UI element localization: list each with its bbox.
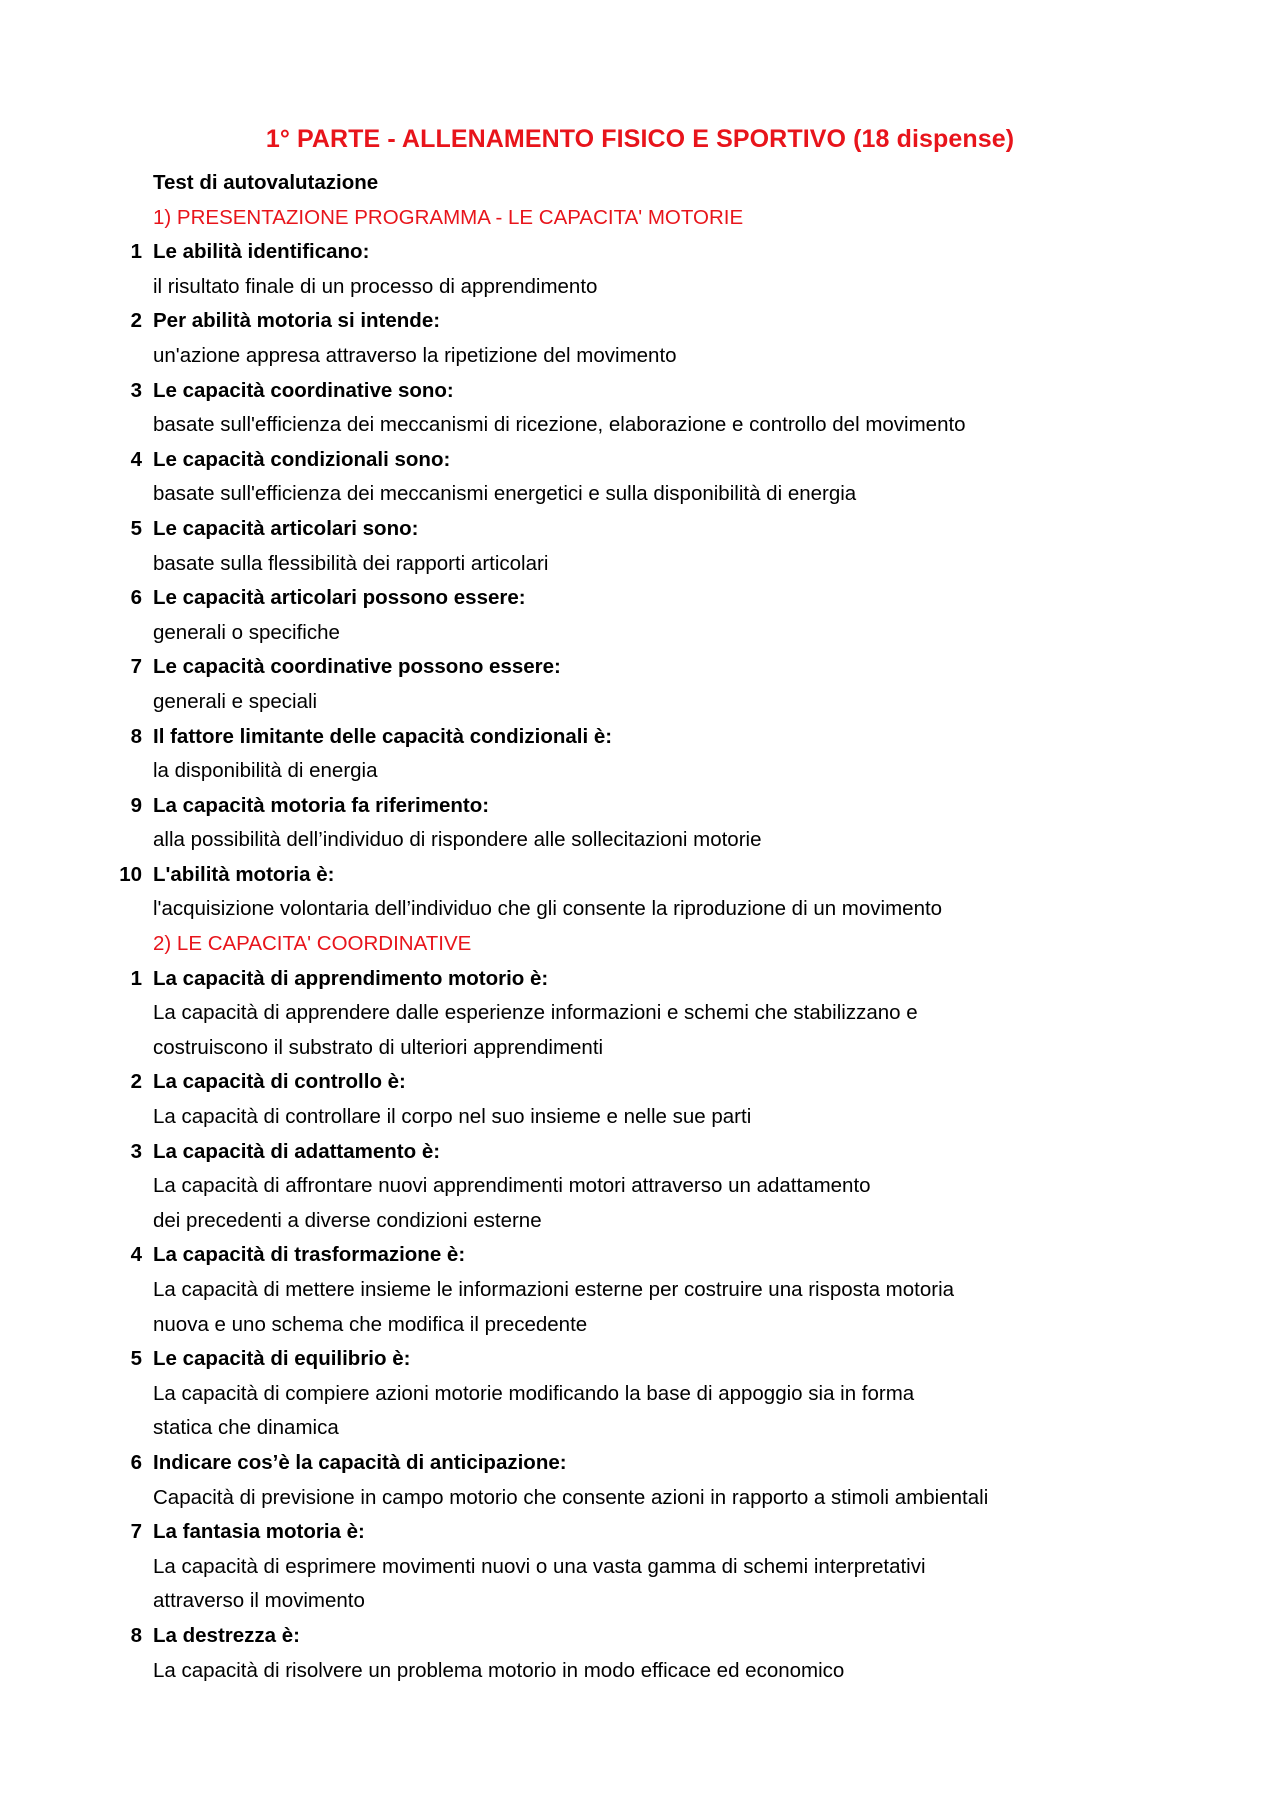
answer-text: basate sulla flessibilità dei rapporti articolari (153, 551, 549, 575)
question-number (0, 996, 153, 1031)
question-row (0, 581, 1280, 616)
answer-text: Capacità di previsione in campo motorio che consente azioni in rapporto a stimoli ambientali (153, 1485, 989, 1509)
section-heading-row (0, 927, 1280, 962)
question-number (0, 201, 153, 236)
question-number: 9 (130, 793, 142, 817)
question-number: 2 (130, 309, 142, 333)
question-number (0, 823, 153, 858)
question-number: 3 (130, 1139, 142, 1163)
question-number: 1 (130, 966, 142, 990)
question-text: La capacità di trasformazione è: (153, 1243, 466, 1267)
answer-row (0, 477, 1280, 512)
answer-text: nuova e uno schema che modifica il precedente (153, 1312, 588, 1336)
question-text: Le capacità articolari sono: (153, 516, 419, 540)
question-row (0, 1446, 1280, 1481)
answer-text: generali o specifiche (153, 620, 340, 644)
question-row (0, 304, 1280, 339)
answer-row (0, 685, 1280, 720)
question-text: Le capacità di equilibrio è: (153, 1347, 411, 1371)
question-text: La capacità di apprendimento motorio è: (153, 966, 549, 990)
answer-row (0, 1411, 1280, 1446)
question-number (0, 1308, 153, 1343)
answer-text: statica che dinamica (153, 1416, 339, 1440)
question-text: La capacità motoria fa riferimento: (153, 793, 490, 817)
question-number: 8 (130, 1623, 142, 1647)
answer-row (0, 1204, 1280, 1239)
question-row (0, 1065, 1280, 1100)
question-row (0, 235, 1280, 270)
question-number: 6 (130, 586, 142, 610)
question-number (0, 1273, 153, 1308)
question-number: 5 (130, 1347, 142, 1371)
answer-row (0, 408, 1280, 443)
question-text: La capacità di adattamento è: (153, 1139, 441, 1163)
answer-row (0, 1031, 1280, 1066)
question-number (0, 477, 153, 512)
answer-text: La capacità di apprendere dalle esperienze informazioni e schemi che stabilizzano e (153, 1001, 918, 1025)
answer-row (0, 1273, 1280, 1308)
subtitle-row (0, 166, 1280, 201)
answer-row (0, 1100, 1280, 1135)
question-number (0, 927, 153, 962)
answer-text: la disponibilità di energia (153, 759, 378, 783)
question-number: 1 (130, 240, 142, 264)
answer-row (0, 996, 1280, 1031)
question-text: Il fattore limitante delle capacità condizionali è: (153, 724, 613, 748)
answer-text: dei precedenti a diverse condizioni esterne (153, 1208, 542, 1232)
question-row (0, 720, 1280, 755)
question-number: 4 (130, 1243, 142, 1267)
question-number: 3 (130, 378, 142, 402)
question-row (0, 858, 1280, 893)
question-row (0, 1135, 1280, 1170)
answer-row (0, 547, 1280, 582)
answer-row (0, 892, 1280, 927)
question-row (0, 1515, 1280, 1550)
answer-text: attraverso il movimento (153, 1589, 365, 1613)
question-row (0, 374, 1280, 409)
answer-row (0, 1654, 1280, 1689)
question-number (0, 1377, 153, 1412)
question-text: La destrezza è: (153, 1623, 300, 1647)
answer-text: La capacità di compiere azioni motorie modificando la base di appoggio sia in forma (153, 1381, 915, 1405)
question-row (0, 443, 1280, 478)
answer-text: alla possibilità dell’individuo di rispondere alle sollecitazioni motorie (153, 828, 762, 852)
question-number (0, 1031, 153, 1066)
question-row (0, 962, 1280, 997)
question-text: Le abilità identificano: (153, 240, 370, 264)
answer-text: La capacità di controllare il corpo nel suo insieme e nelle sue parti (153, 1105, 752, 1129)
answer-row (0, 339, 1280, 374)
answer-text: La capacità di affrontare nuovi apprendimenti motori attraverso un adattamento (153, 1174, 871, 1198)
question-row (0, 789, 1280, 824)
question-text: Le capacità condizionali sono: (153, 447, 451, 471)
question-row (0, 512, 1280, 547)
quiz-content (0, 166, 1280, 1688)
answer-text: basate sull'efficienza dei meccanismi energetici e sulla disponibilità di energia (153, 482, 857, 506)
question-text: Le capacità coordinative sono: (153, 378, 454, 402)
question-number: 7 (130, 655, 142, 679)
page-title: 1° PARTE - ALLENAMENTO FISICO E SPORTIVO (18 dispense) (265, 125, 1015, 153)
question-row (0, 650, 1280, 685)
question-number (0, 1204, 153, 1239)
question-text: La fantasia motoria è: (153, 1520, 365, 1544)
document-subtitle: Test di autovalutazione (153, 171, 379, 194)
question-row (0, 1238, 1280, 1273)
answer-row (0, 1584, 1280, 1619)
row-number (0, 166, 153, 201)
question-number (0, 408, 153, 443)
answer-row (0, 823, 1280, 858)
section-heading: 1) PRESENTAZIONE PROGRAMMA - LE CAPACITA' MOTORIE (153, 205, 744, 229)
question-number: 4 (130, 447, 142, 471)
answer-row (0, 616, 1280, 651)
question-number (0, 1411, 153, 1446)
answer-row (0, 270, 1280, 305)
answer-text: La capacità di risolvere un problema motorio in modo efficace ed economico (153, 1658, 845, 1682)
question-number (0, 892, 153, 927)
question-number (0, 547, 153, 582)
answer-row (0, 1308, 1280, 1343)
question-row (0, 1619, 1280, 1654)
answer-row (0, 1377, 1280, 1412)
answer-text: costruiscono il substrato di ulteriori apprendimenti (153, 1035, 604, 1059)
question-number: 7 (130, 1520, 142, 1544)
question-number: 8 (130, 724, 142, 748)
question-text: Le capacità articolari possono essere: (153, 586, 526, 610)
answer-text: l'acquisizione volontaria dell’individuo che gli consente la riproduzione di un movimento (153, 897, 943, 921)
answer-text: un'azione appresa attraverso la ripetizione del movimento (153, 343, 677, 367)
question-number: 5 (130, 516, 142, 540)
answer-text: La capacità di mettere insieme le informazioni esterne per costruire una risposta motoria (153, 1278, 955, 1301)
question-text: La capacità di controllo è: (153, 1070, 406, 1094)
question-number (0, 1654, 153, 1689)
question-number (0, 1100, 153, 1135)
answer-text: generali e speciali (153, 689, 318, 713)
question-number: 6 (130, 1450, 142, 1474)
question-text: L'abilità motoria è: (153, 862, 335, 886)
question-number (0, 685, 153, 720)
section-heading: 2) LE CAPACITA' COORDINATIVE (153, 932, 472, 956)
question-number (0, 616, 153, 651)
question-number (0, 270, 153, 305)
answer-text: il risultato finale di un processo di apprendimento (153, 274, 598, 298)
answer-text: La capacità di esprimere movimenti nuovi o una vasta gamma di schemi interpretativi (153, 1554, 926, 1578)
answer-text: basate sull'efficienza dei meccanismi di ricezione, elaborazione e controllo del movimento (153, 413, 966, 437)
question-row (0, 1342, 1280, 1377)
question-number (0, 339, 153, 374)
question-number (0, 754, 153, 789)
question-number (0, 1169, 153, 1204)
question-text: Per abilità motoria si intende: (153, 309, 441, 333)
answer-row (0, 1481, 1280, 1516)
section-heading-row (0, 201, 1280, 236)
answer-row (0, 1169, 1280, 1204)
answer-row (0, 1550, 1280, 1585)
answer-row (0, 754, 1280, 789)
question-number: 2 (130, 1070, 142, 1094)
question-text: Le capacità coordinative possono essere: (153, 655, 561, 679)
question-number (0, 1584, 153, 1619)
question-number (0, 1481, 153, 1516)
question-number: 10 (119, 862, 142, 886)
question-text: Indicare cos’è la capacità di anticipazione: (153, 1450, 567, 1474)
question-number (0, 1550, 153, 1585)
